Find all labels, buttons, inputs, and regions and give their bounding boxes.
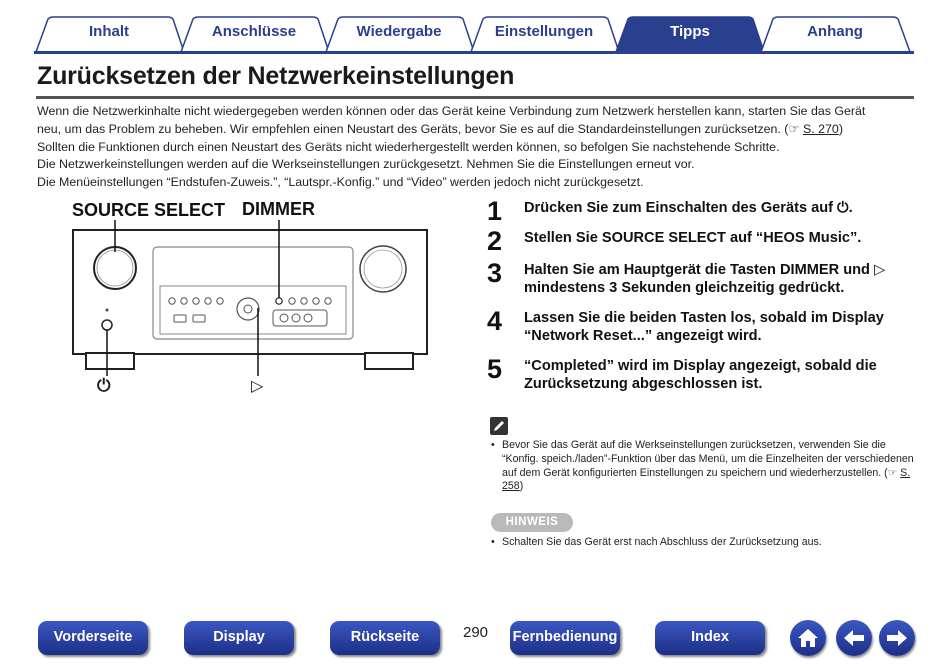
pencil-icon (490, 417, 508, 435)
reference-hand-icon: ☞ (788, 121, 800, 136)
note-text (490, 439, 915, 494)
step-number: 4 (487, 306, 503, 336)
tab-underline (34, 51, 914, 54)
hinweis-bullet: • Schalten Sie das Gerät erst nach Abschluss der Zurücksetzung aus. (490, 536, 915, 550)
receiver-front-panel (60, 198, 440, 398)
title-divider (36, 96, 914, 99)
steps-list (487, 196, 917, 405)
intro-line-2 (37, 121, 917, 139)
intro-text (37, 103, 917, 192)
step-5 (487, 354, 917, 393)
tab-einstellungen[interactable] (474, 17, 614, 53)
play-symbol: ▷ (251, 378, 264, 395)
step-text: Stellen Sie SOURCE SELECT auf “HEOS Music”. (524, 230, 862, 246)
hinweis-badge: HINWEIS (491, 513, 573, 532)
tab-label-einstellungen: Einstellungen (494, 23, 594, 40)
device-diagram (60, 198, 440, 398)
intro-line-2-end: ) (838, 121, 843, 136)
step-4 (487, 306, 917, 345)
tab-label-wiedergabe: Wiedergabe (356, 23, 442, 40)
note-end: ) (519, 480, 524, 493)
page-title: Zurücksetzen der Netzwerkeinstellungen (37, 62, 515, 90)
reference-hand-icon: ☞ (887, 466, 898, 479)
tab-anhang[interactable] (765, 17, 905, 53)
step-number: 3 (487, 258, 503, 288)
intro-line-1: Wenn die Netzwerkinhalte nicht wiedergegeben werden können oder das Gerät keine Verbindung zum Netzwerk herstellen kann, starten Sie das Gerät (37, 104, 866, 118)
step-number: 2 (487, 226, 503, 256)
nav-rueckseite-button[interactable]: Rückseite (330, 621, 440, 655)
nav-display-button[interactable]: Display (184, 621, 294, 655)
intro-line-2-text: neu, um das Problem zu beheben. Wir empfehlen einen Neustart des Geräts, bevor Sie es auf die Standardeinstellungen zurücksetzen. ( (37, 121, 789, 136)
label-dimmer: DIMMER (242, 199, 315, 219)
reference-page: S. 270 (803, 121, 839, 136)
nav-fernbedienung-button[interactable]: Fernbedienung (510, 621, 620, 655)
nav-index-button[interactable]: Index (655, 621, 765, 655)
label-source-select: SOURCE SELECT (72, 200, 226, 220)
intro-line-4: Die Netzwerkeinstellungen werden auf die Werkseinstellungen zurückgesetzt. Nehmen Sie die Einstellungen erneut vor. (37, 157, 695, 172)
hinweis-text (490, 536, 915, 550)
step-text: “Completed” wird im Display angezeigt, sobald die Zurücksetzung abgeschlossen ist. (524, 358, 877, 392)
tab-tipps[interactable] (620, 17, 760, 53)
forward-arrow-icon[interactable] (879, 620, 915, 656)
tab-bar (34, 14, 914, 54)
intro-line-5: Die Menüeinstellungen “Endstufen-Zuweis.”, “Lautspr.-Konfig.” und “Video” werden jedoch nicht zurückgesetzt. (37, 175, 644, 190)
step-text: Lassen Sie die beiden Tasten los, sobald im Display “Network Reset...” angezeigt wird. (524, 310, 884, 344)
nav-vorderseite-button[interactable]: Vorderseite (38, 621, 148, 655)
step-text: Drücken Sie zum Einschalten des Geräts auf ⏻. (524, 200, 853, 216)
step-number: 5 (487, 354, 503, 384)
tab-label-tipps: Tipps (670, 23, 710, 40)
tab-wiedergabe[interactable] (329, 17, 469, 53)
intro-line-3: Sollten die Funktionen durch einen Neustart des Geräts nicht wiederhergestellt werden können, so befolgen Sie nachstehende Schritte. (37, 139, 780, 154)
step-text: Halten Sie am Hauptgerät die Tasten DIMMER und ▷ mindestens 3 Sekunden gleichzeitig gedrückt. (524, 262, 886, 296)
home-icon[interactable] (790, 620, 826, 656)
page-reference-link[interactable] (788, 122, 838, 136)
tab-anschluesse[interactable] (184, 17, 324, 53)
tab-label-anschluesse: Anschlüsse (211, 23, 297, 40)
back-arrow-icon[interactable] (836, 620, 872, 656)
step-1 (487, 196, 917, 226)
note-reference-page: S. 258 (502, 466, 911, 493)
note-body: Bevor Sie das Gerät auf die Werkseinstellungen zurücksetzen, verwenden Sie die “Konfig. speich./laden”-Funktion über das Menü, um die Einzelheiten der verschiedenen auf dem Gerät konfigurierten Einstellungen zu speichern und wiederherzustellen. ( (502, 439, 914, 479)
note-bullet (490, 439, 915, 494)
tab-label-anhang: Anhang (807, 23, 863, 40)
step-2 (487, 226, 917, 256)
power-symbol: ⏻ (97, 376, 111, 395)
tab-label-inhalt: Inhalt (89, 23, 129, 40)
tab-inhalt[interactable] (39, 17, 179, 53)
page-number: 290 (463, 624, 489, 641)
step-number: 1 (487, 196, 503, 226)
step-3 (487, 258, 917, 297)
